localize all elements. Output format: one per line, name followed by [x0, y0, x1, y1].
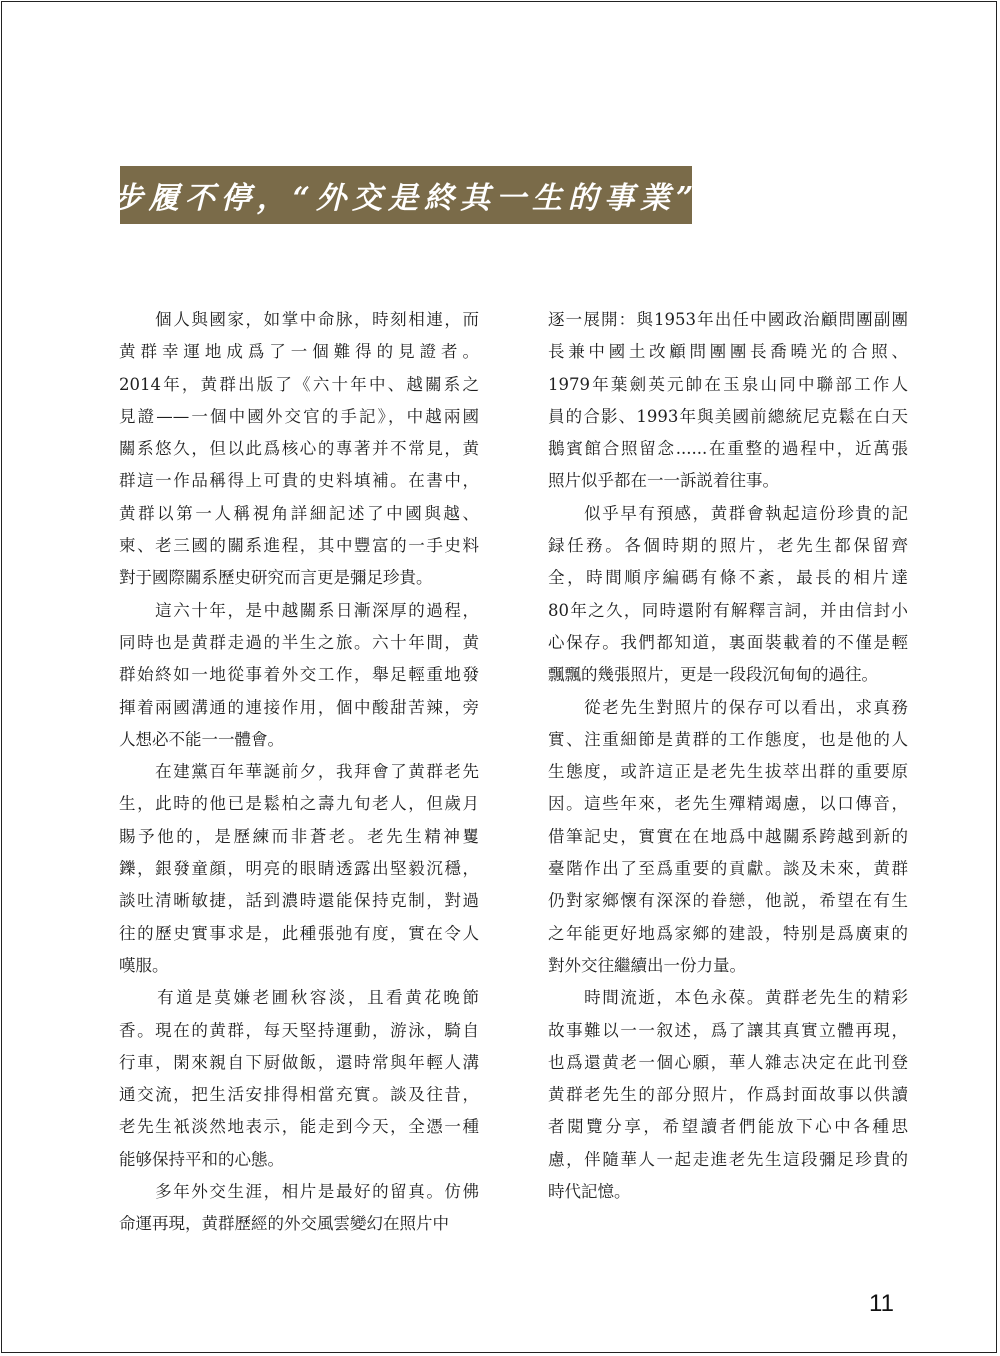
- text-line: 群始終如一地從事着外交工作，舉足輕重地發: [119, 665, 479, 685]
- text-line: 之年能更好地爲家鄉的建設，特别是爲廣東的: [548, 923, 908, 943]
- text-line: 從老先生對照片的保存可以看出，求真務: [548, 697, 908, 717]
- text-line: 多年外交生涯，相片是最好的留真。仿佛: [119, 1182, 479, 1202]
- text-line: 黄群以第一人稱視角詳細記述了中國與越、: [119, 503, 479, 523]
- text-line: 在建黨百年華誕前夕，我拜會了黄群老先: [119, 762, 479, 782]
- text-line: 因。這些年來，老先生殫精竭慮，以口傳音，: [548, 794, 908, 814]
- text-line: 80年之久，同時還附有解釋言詞，并由信封小: [548, 600, 908, 620]
- text-line: 飄飄的幾張照片，更是一段段沉甸甸的過往。: [548, 665, 878, 685]
- text-line: 談吐清晰敏捷，話到濃時還能保持克制，對過: [119, 891, 479, 911]
- section-title: 步履不停，“外交是終其一生的事業”: [112, 181, 700, 216]
- text-line: 録任務。各個時期的照片，老先生都保留齊: [548, 536, 908, 556]
- text-line: 員的合影、1993年與美國前總統尼克鬆在白天: [548, 406, 908, 426]
- text-line: 生，此時的他已是鬆柏之壽九旬老人，但歲月: [119, 794, 479, 814]
- text-line: 逐一展開：與1953年出任中國政治顧問團副團: [548, 310, 908, 329]
- text-line: 時間流逝，本色永葆。黄群老先生的精彩: [548, 988, 908, 1008]
- text-line: 1979年葉劍英元帥在玉泉山同中聯部工作人: [548, 374, 908, 394]
- text-line: 同時也是黄群走過的半生之旅。六十年間，黄: [119, 632, 479, 652]
- text-line: 人想必不能一一體會。: [119, 729, 284, 749]
- text-line: 實、注重細節是黄群的工作態度，也是他的人: [548, 729, 908, 749]
- text-line: 行車，閑來親自下厨做飯，還時常與年輕人溝: [119, 1052, 479, 1072]
- text-line: 有道是莫嫌老圃秋容淡，且看黄花晚節: [119, 988, 479, 1008]
- text-line: 嘆服。: [119, 955, 169, 975]
- text-line: 仍對家鄉懷有深深的眷戀，他説，希望在有生: [548, 891, 908, 911]
- right-text-column: [548, 304, 908, 1208]
- text-line: 心保存。我們都知道，裏面裝載着的不僅是輕: [548, 632, 908, 652]
- text-line: 黄群老先生的部分照片，作爲封面故事以供讀: [548, 1085, 908, 1105]
- text-line: 全，時間順序編碼有條不紊，最長的相片達: [548, 568, 908, 588]
- text-line: 往的歷史實事求是，此種張弛有度，實在令人: [119, 923, 479, 943]
- text-line: 老先生衹淡然地表示，能走到今天，全憑一種: [119, 1117, 479, 1137]
- text-line: 揮着兩國溝通的連接作用，個中酸甜苦辣，旁: [119, 697, 479, 717]
- text-line: 時代記憶。: [548, 1182, 631, 1202]
- text-line: 命運再現，黄群歷經的外交風雲變幻在照片中: [119, 1214, 449, 1234]
- text-line: 似乎早有預感，黄群會執起這份珍貴的記: [548, 503, 908, 523]
- text-line: 照片似乎都在一一訴説着往事。: [548, 471, 779, 491]
- text-line: 黄群幸運地成爲了一個難得的見證者。: [119, 342, 479, 362]
- text-line: 見證——一個中國外交官的手記》，中越兩國: [119, 406, 479, 426]
- text-line: 臺階作出了至爲重要的貢獻。談及未來，黄群: [548, 859, 908, 879]
- text-line: 群這一作品稱得上可貴的史料填補。在書中，: [119, 471, 479, 491]
- text-line: 香。現在的黄群，每天堅持運動，游泳，騎自: [119, 1020, 479, 1040]
- text-line: 鵝賓館合照留念......在重整的過程中，近萬張: [548, 439, 908, 459]
- text-line: 借筆記史，實實在在地爲中越關系跨越到新的: [548, 826, 908, 846]
- text-line: 者閲覽分享，希望讀者們能放下心中各種思: [548, 1117, 908, 1137]
- page-number: 11: [869, 1290, 894, 1317]
- text-line: 也爲還黄老一個心願，華人雜志决定在此刊登: [548, 1052, 908, 1072]
- text-line: 慮，伴隨華人一起走進老先生這段彌足珍貴的: [548, 1149, 908, 1169]
- text-line: 個人與國家，如掌中命脉，時刻相連，而: [119, 310, 479, 329]
- text-line: 這六十年，是中越關系日漸深厚的過程，: [119, 600, 479, 620]
- text-line: 賜予他的，是歷練而非蒼老。老先生精神矍: [119, 826, 479, 846]
- text-line: 生態度，或許這正是老先生拔萃出群的重要原: [548, 762, 908, 782]
- text-line: 故事難以一一叙述，爲了讓其真實立體再現，: [548, 1020, 908, 1040]
- left-text-column: [119, 304, 479, 1241]
- section-title-bar: [112, 166, 700, 224]
- text-line: 對外交往繼續出一份力量。: [548, 955, 746, 975]
- text-line: 2014年，黄群出版了《六十年中、越關系之: [119, 374, 479, 394]
- text-line: 對于國際關系歷史研究而言更是彌足珍貴。: [119, 568, 433, 588]
- text-line: 鑠，銀發童顔，明亮的眼睛透露出堅毅沉穩，: [119, 859, 479, 879]
- text-line: 通交流，把生活安排得相當充實。談及往昔，: [119, 1085, 479, 1105]
- text-line: 能够保持平和的心態。: [119, 1149, 284, 1169]
- text-line: 長兼中國土改顧問團團長喬曉光的合照、: [548, 342, 908, 362]
- text-line: 柬、老三國的關系進程，其中豐富的一手史料: [119, 536, 479, 556]
- text-line: 關系悠久，但以此爲核心的專著并不常見，黄: [119, 439, 479, 459]
